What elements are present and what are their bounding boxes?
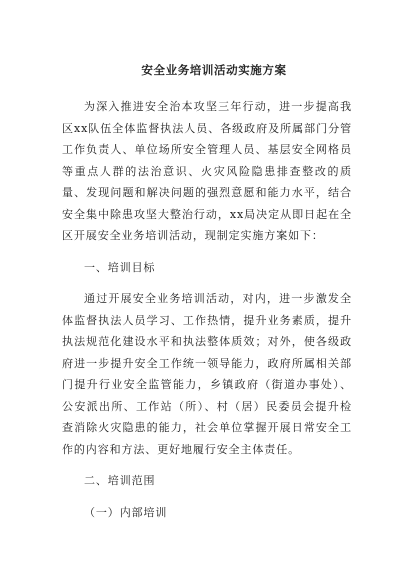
section-body-goals: 通过开展安全业务培训活动，对内，进一步激发全体监督执法人员学习、工作热情，提升业务素质，提升执法规范化建设水平和执法整体质效；对外，使各级政府进一步提升安全工作统一领导能力，政府所属相关部门提升行业安全监管能力，乡镇政府（街道办事处）、公安派出所、工作站（所）、村（居）民委员会提升检查消除火灾隐患的能力，社会单位掌握开展日常安全工作的内容和方法、更好地履行安全主体责任。	[62, 292, 352, 456]
section-heading-scope: 二、培训范围	[84, 474, 156, 487]
document-title: 安全业务培训活动实施方案	[141, 63, 287, 77]
subsection-heading-internal-training: （一）内部培训	[84, 505, 168, 519]
intro-paragraph: 为深入推进安全治本攻坚三年行动，进一步提高我区xx队伍全体监督执法人员、各级政府及所属部门分管工作负责人、单位场所安全管理人员、基层安全网格员等重点人群的法治意识、火灾风险隐患排查整改的质量、发现问题和解决问题的强烈意愿和能力水平，结合安全集中除患攻坚大整治行动，xx局决定从即日起在全区开展安全业务培训活动，现制定实施方案如下：	[62, 100, 352, 242]
section-heading-goals: 一、培训目标	[84, 260, 156, 274]
